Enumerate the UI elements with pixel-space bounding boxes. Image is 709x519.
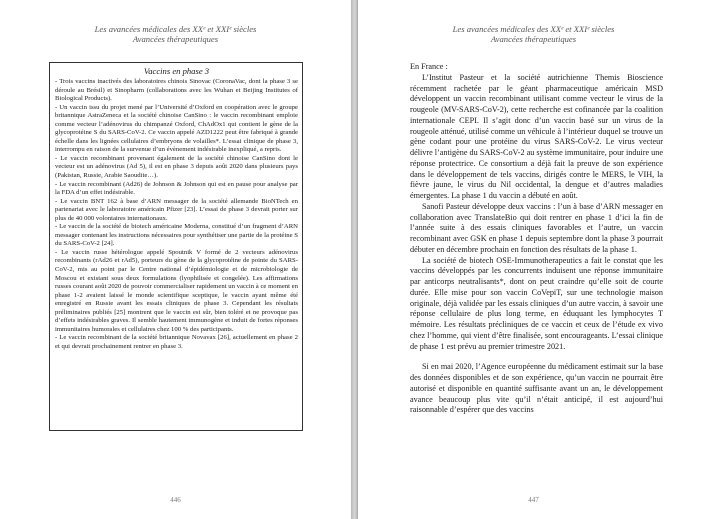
vaccines-phase3-box <box>49 62 303 431</box>
running-head-subtitle: Avancées thérapeutiques <box>132 34 219 44</box>
box-item: - Trois vaccins inactivés des laboratoires chinois Sinovac (CoronaVac, dont la phase 3 se déroule au Brésil) et Sinopharm (collaborations avec les Wuhan et Beijing Institutes of Biological Products). <box>55 78 298 103</box>
box-item: - Le vaccin BNT 162 à base d’ARN messager de la société allemande BioNTech en partenariat avec le laboratoire américain Pfizer [23]. L’essai de phase 3 devrait porter sur plus de 40 000 volontaires internationaux. <box>55 197 298 222</box>
right-page <box>358 0 709 519</box>
box-item: - Le vaccin recombinant provenant également de la société chinoise CanSino dont le vecteur est un adénovirus (Ad 5), il est en phase 3 depuis août 2020 dans plusieurs pays (Pakistan, Russie, Arabie Saoudite…). <box>55 154 298 180</box>
section-heading: En France : <box>410 62 448 71</box>
body-text <box>410 62 663 416</box>
left-page <box>0 0 351 519</box>
box-title: Vaccins en phase 3 <box>143 66 210 76</box>
box-item: - Le vaccin russe hétérologue appelé Spoutnik V formé de 2 vecteurs adénovirus recombinants (rAd26 et rAd5), porteurs du gène de la glycoprotéine de pointe du SARS-CoV-2, mis au point par le Centre national d’épidémiologie et de microbiologie de Moscou et existant sous deux formulations (lyophilisée et congelée). Les affirmations russes courant août 2020 de pouvoir commercialiser rapidement un vaccin à ce moment en phase 1-2 avaient laissé le monde scientifique sceptique, le vaccin ayant même été enregistré en Russie avant les essais cliniques de phase 3. Cependant les résultats préliminaires publiés [25] montrent que le vaccin est sûr, bien toléré et ne provoque pas d’effets indésirables graves. Il semble hautement immunogène et induit de fortes réponses immunitaires humorales et cellulaires chez 100 % des participants. <box>55 248 298 333</box>
paragraph: La société de biotech OSE-Immunotherapeutics a fait le constat que les vaccins développés par les concurrents induisent une réponse immunitaire par anticorps neutralisants*, dont on peut craindre qu’elle soit de courte durée. Elle mise pour son vaccin CoVepiT, sur une technologie maison originale, déjà validée par les essais cliniques d’un autre vaccin, à savoir une réponse cellulaire de plus long terme, en éduquant les lymphocytes T mémoire. Les résultats précliniques de ce vaccin et ceux de l’étude ex vivo chez l’homme, qui vient d’être finalisée, sont encourageants. L’essai clinique de phase 1 est prévu au premier trimestre 2021. <box>410 255 663 351</box>
running-head-subtitle: Avancées thérapeutiques <box>490 34 577 44</box>
paragraph: L’Institut Pasteur et la société autrichienne Themis Bioscience récemment rachetée par le géant pharmaceutique américain MSD développent un vaccin recombinant utilisant comme vecteur le virus de la rougeole (MV-SARS-CoV-2), cette recherche est cofinancée par la coalition internationale CEPI. Il s’agit donc d’un vaccin basé sur un virus de la rougeole atténué, utilisé comme un véhicule à l’intérieur duquel se trouve un gène codant pour une protéine du virus SARS-CoV-2. Le virus vecteur délivre l’antigène du SARS-CoV-2 au système immunitaire, pour induire une réponse protectrice. Ce consortium a déjà fait la preuve de son expérience dans le développement de tels vaccins, dirigés contre le MERS, le VIH, la fièvre jaune, le virus du Nil occidental, la dengue et d’autres maladies émergentes. La phase 1 du vaccin a débuté en août. <box>410 72 664 200</box>
box-item: - Le vaccin recombinant de la société britannique Novavax [26], actuellement en phase 2 et qui devrait prochainement rentrer en phase 3. <box>55 334 298 350</box>
running-head-title: Les avancées médicales des XXᵉ et XXIᵉ siècles <box>94 24 257 34</box>
running-head-title: Les avancées médicales des XXᵉ et XXIᵉ siècles <box>452 24 615 34</box>
page-number: 447 <box>528 496 539 504</box>
box-item: - Un vaccin issu du projet mené par l’Université d’Oxford en coopération avec le groupe britannique AstraZeneca et la société chinoise CanSino : le vaccin recombinant emploie comme vecteur l’adénovirus du chimpanzé Oxford, ChAdOx1 qui contient le gène de la glycoprotéine S du SARS-CoV-2. Ce vaccin appelé AZD1222 peut être fabriqué à grande échelle dans les lignées cellulaires d’embryons de volailles*. L’essai clinique de phase 3, interrompu en raison de la survenue d’un évènement indésirable inexpliqué, a repris. <box>55 103 298 154</box>
page-number: 446 <box>170 496 181 504</box>
paragraph: Sanofi Pasteur développe deux vaccins : l’un à base d’ARN messager en collaboration avec TranslateBio qui doit rentrer en phase 1 d’ici la fin de l’année suite à des essais cliniques favorables et l’autre, un vaccin recombinant avec GSK en phase 1 depuis septembre dont la phase 3 pourrait débuter en décembre prochain en fonction des résultats de la phase 1. <box>410 201 663 254</box>
box-item: - Le vaccin recombinant (Ad26) de Johnson & Johnson qui est en pause pour analyse par la FDA d’un effet indésirable. <box>55 180 298 197</box>
book-gutter <box>351 0 358 519</box>
running-head <box>358 24 709 44</box>
running-head <box>0 24 351 44</box>
paragraph: Si en mai 2020, l’Agence européenne du médicament estimait sur la base des données disponibles et de son expérience, qu’un vaccin ne pourrait être autorisé et disponible en quantité suffisante avant un an, le développement avance beaucoup plus vite qu’il n’était anticipé, il est aujourd’hui raisonnable d’espérer que des vaccins <box>410 362 663 415</box>
box-item: - Le vaccin de la société de biotech américaine Moderna, constitué d’un fragment d’ARN messager contenant les instructions nécessaires pour synthétiser une partie de la protéine S du SARS-CoV-2 [24]. <box>55 223 298 248</box>
